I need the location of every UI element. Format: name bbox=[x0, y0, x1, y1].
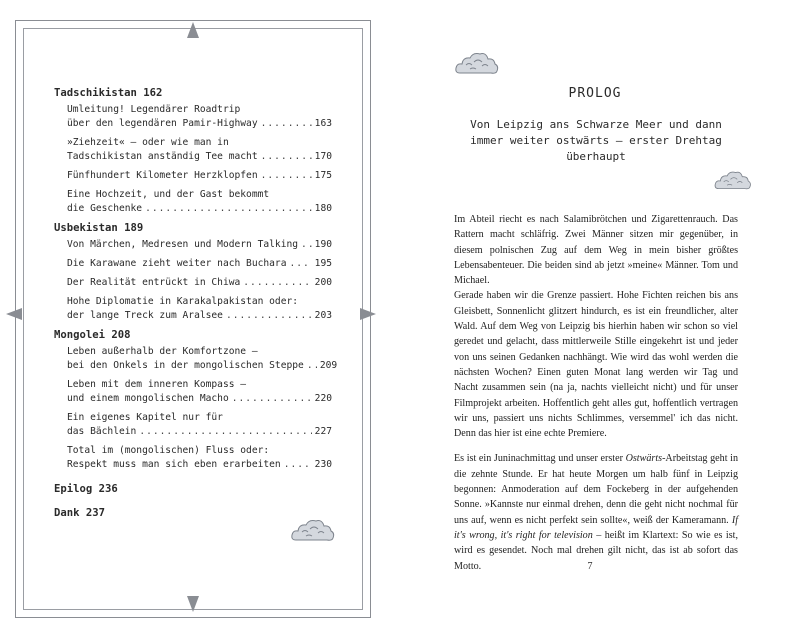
toc-entry-text: Respekt muss man sich eben erarbeiten bbox=[67, 459, 281, 470]
toc-section-title: Tadschikistan 162 bbox=[54, 87, 163, 99]
toc-entry[interactable] bbox=[54, 276, 332, 290]
toc-entry-text: bei den Onkels in der mongolischen Steppe bbox=[67, 360, 304, 371]
toc-section bbox=[54, 328, 338, 472]
toc-entry[interactable] bbox=[54, 257, 332, 271]
cloud-icon bbox=[713, 170, 753, 192]
toc-entry-text: Leben außerhalb der Komfortzone – bbox=[67, 346, 258, 357]
toc-entry[interactable] bbox=[54, 295, 332, 323]
leader-dots bbox=[139, 425, 311, 439]
toc-section-title: Usbekistan 189 bbox=[54, 222, 144, 234]
toc-page-number: 190 bbox=[314, 239, 332, 250]
toc-entry-text: Hohe Diplomatie in Karakalpakistan oder: bbox=[67, 296, 299, 307]
toc-entry[interactable] bbox=[54, 103, 332, 131]
emphasis: Ostwärts bbox=[625, 453, 663, 465]
subtitle-line: immer weiter ostwärts – erster Drehtag bbox=[470, 134, 722, 147]
toc-page-number: 230 bbox=[314, 459, 332, 470]
paragraph: Gerade haben wir die Grenze passiert. Hohe Fichten reichen bis ans Gleisbett, Sonnenlicht glitzert hindurch, es ist ein freundlicher, alter Wald. Auf dem Weg von Leipzig bis hierhin haben wir schon so viel geredet und gelacht, dass mittlerweile Stille eingekehrt ist und jeder von uns seinen Gedanken nachhängt. Wie wird das wohl werden die nächsten Wochen? Einen guten Monat lang werden wir Tag und Nacht zusammen sein (na ja, nachts vielleicht nicht) und für unser Filmprojekt arbeiten. Hoffentlich geht alles gut, hoffentlich vertragen wir uns, passiert uns nichts Schlimmes, versemmel' ich das nicht. Denn das hier ist eine echte Premiere. bbox=[454, 290, 738, 440]
toc-entry-text: Der Realität entrückt in Chiwa bbox=[67, 277, 241, 288]
toc-entry[interactable] bbox=[54, 378, 332, 406]
emphasis: If it's wrong, it's right for television bbox=[454, 514, 738, 541]
toc-entry-text: Tadschikistan anständig Tee macht bbox=[67, 151, 258, 162]
toc-section-title: Mongolei 208 bbox=[54, 329, 131, 341]
toc-entry-text: die Geschenke bbox=[67, 203, 143, 214]
toc-page-number: 203 bbox=[314, 310, 332, 321]
toc-page-number: 209 bbox=[319, 360, 338, 371]
leader-dots bbox=[301, 238, 312, 252]
toc-entry-text: das Bächlein bbox=[67, 426, 137, 437]
toc-page-number: 220 bbox=[314, 393, 332, 404]
toc-page-number: 227 bbox=[314, 426, 332, 437]
toc-entry-text: »Ziehzeit« – oder wie man in bbox=[67, 137, 229, 148]
leader-dots bbox=[261, 117, 312, 131]
toc-entry[interactable] bbox=[54, 169, 332, 183]
toc-page-number: 163 bbox=[314, 118, 332, 129]
toc-page-number: 180 bbox=[314, 203, 332, 214]
toc-entry-text: Leben mit dem inneren Kompass – bbox=[67, 379, 247, 390]
toc-entry[interactable] bbox=[54, 444, 332, 472]
leader-dots bbox=[243, 276, 311, 290]
paragraph: Im Abteil riecht es nach Salamibrötchen und Zigarettenrauch. Das Rattern macht schläfrig. Zwei Männer sitzen mir gegenüber, in diesem polnischen Zug auf dem Weg in mein bisher größtes Lebensabenteuer. Die beiden sind ab jetzt »meine« Männer. Tom und Michael. bbox=[454, 214, 738, 287]
toc-entry-text: Die Karawane zieht weiter nach Buchara bbox=[67, 258, 287, 269]
toc-entry[interactable] bbox=[54, 188, 332, 216]
leader-dots bbox=[290, 257, 312, 271]
chapter-title: PROLOG bbox=[568, 86, 622, 101]
toc-page-number: 175 bbox=[314, 170, 332, 181]
toc-entry[interactable] bbox=[54, 345, 338, 373]
toc-page-number: 170 bbox=[314, 151, 332, 162]
leader-dots bbox=[261, 169, 312, 183]
leader-dots bbox=[232, 392, 312, 406]
toc-section-title[interactable]: Dank 237 bbox=[54, 507, 106, 519]
toc-entry-text: Von Märchen, Medresen und Modern Talking bbox=[67, 239, 299, 250]
cloud-icon bbox=[290, 518, 336, 544]
toc-entry-text: der lange Treck zum Aralsee bbox=[67, 310, 223, 321]
toc-section bbox=[54, 86, 332, 216]
table-of-contents bbox=[54, 86, 338, 523]
arrow-up-icon bbox=[187, 22, 199, 38]
toc-page-number: 195 bbox=[314, 258, 332, 269]
toc-entry-text: Umleitung! Legendärer Roadtrip bbox=[67, 104, 241, 115]
toc-section bbox=[54, 221, 332, 323]
subtitle-line: Von Leipzig ans Schwarze Meer und dann bbox=[470, 118, 722, 131]
toc-entry-text: Eine Hochzeit, und der Gast bekommt bbox=[67, 189, 270, 200]
leader-dots bbox=[226, 309, 312, 323]
leader-dots bbox=[284, 458, 312, 472]
arrow-left-icon bbox=[6, 308, 22, 320]
cloud-icon bbox=[454, 51, 500, 77]
paragraph: Es ist ein Juninachmittag und unser erster Ostwärts-Arbeitstag geht in die zehnte Stunde. Er hat heute Morgen um halb fünf in Leipzig begonnen: Anmoderation auf dem Fockeberg in der aufgehenden Sonne. »Kannste nur einmal drehen, denn die geht nicht nochmal für uns auf, wenn es nicht perfekt sein sollte«, weiß der Kameramann. If it's wrong, it's right for television – heißt im Klartext: So wie es ist, wird es gesendet. Noch mal drehen gilt nicht, das ist ab sofort das Motto. bbox=[454, 453, 738, 572]
toc-entry-text: Ein eigenes Kapitel nur für bbox=[67, 412, 223, 423]
toc-entry-text: Fünfhundert Kilometer Herzklopfen bbox=[67, 170, 258, 181]
toc-entry-text: über den legendären Pamir-Highway bbox=[67, 118, 258, 129]
toc-entry-text: Total im (mongolischen) Fluss oder: bbox=[67, 445, 270, 456]
chapter-subtitle bbox=[448, 117, 744, 165]
arrow-down-icon bbox=[187, 596, 199, 612]
subtitle-line: überhaupt bbox=[566, 150, 626, 163]
page-number: 7 bbox=[587, 561, 593, 572]
toc-entry[interactable] bbox=[54, 238, 332, 252]
toc-page-number: 200 bbox=[314, 277, 332, 288]
toc-entry[interactable] bbox=[54, 411, 332, 439]
leader-dots bbox=[261, 150, 312, 164]
arrow-right-icon bbox=[360, 308, 376, 320]
toc-entry-text: und einem mongolischen Macho bbox=[67, 393, 229, 404]
toc-section-title[interactable]: Epilog 236 bbox=[54, 483, 118, 495]
leader-dots bbox=[145, 202, 312, 216]
toc-entry[interactable] bbox=[54, 136, 332, 164]
prolog-body bbox=[454, 212, 738, 574]
leader-dots bbox=[307, 359, 317, 373]
